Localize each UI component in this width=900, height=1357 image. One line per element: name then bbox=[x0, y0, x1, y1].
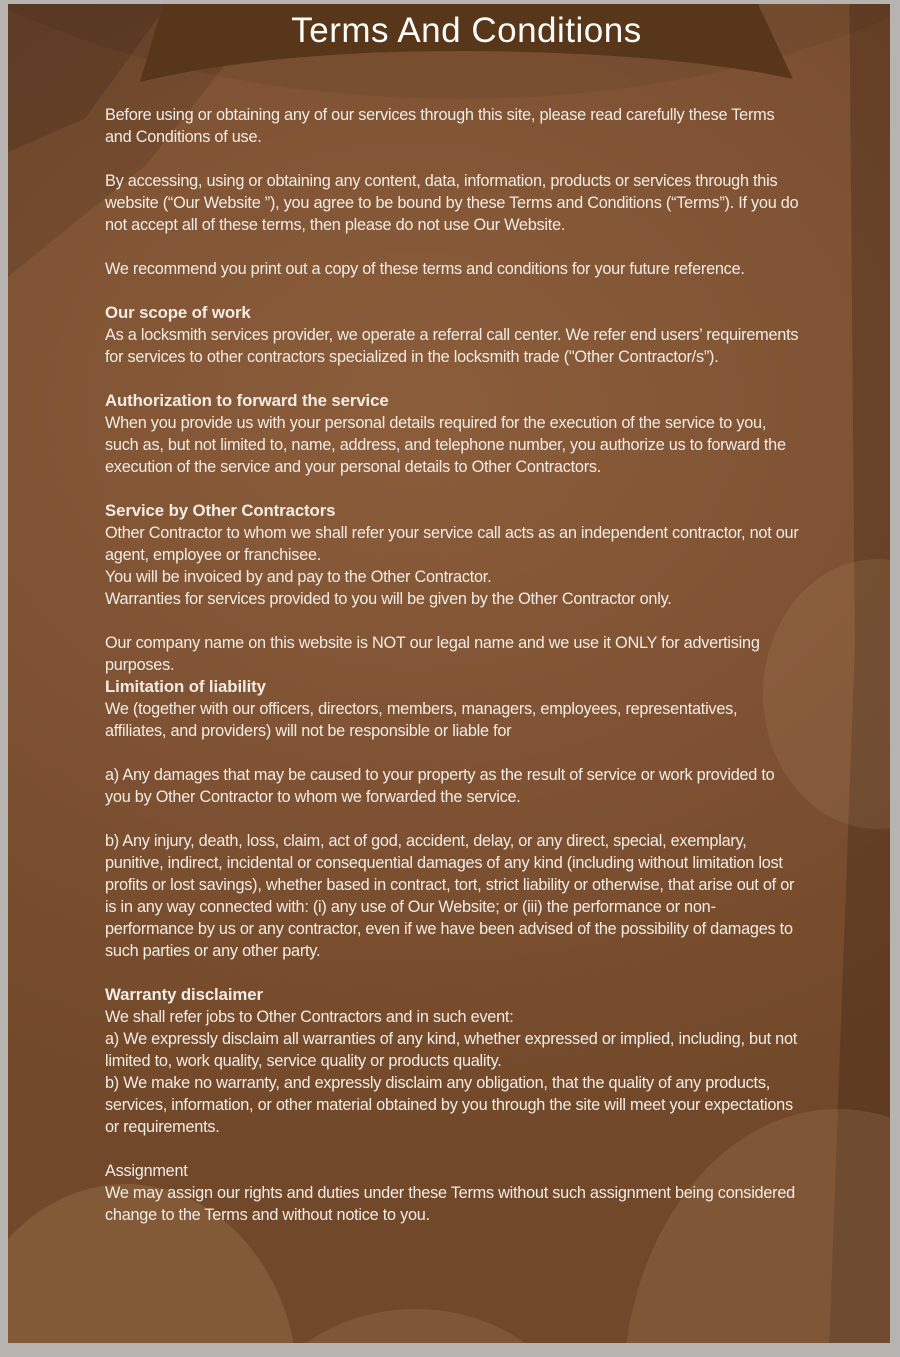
terms-paragraph: When you provide us with your personal details required for the execution of the service to you, such as, but not limited to, name, address, and telephone number, you authorize us to forward the execution of the service and your personal details to Other Contractors. bbox=[105, 414, 786, 476]
terms-paragraph: We shall refer jobs to Other Contractors and in such event: a) We expressly disclaim all warranties of any kind, whether expressed or implied, including, but not limited to, work quality, service quality or products quality. b) We make no warranty, and expressly disclaim any obligation, that the quality of any products, services, information, or other material obtained by you through the site will meet your expectations or requirements. bbox=[105, 1008, 798, 1136]
terms-paragraph: We recommend you print out a copy of these terms and conditions for your future reference. bbox=[105, 260, 745, 278]
section-heading: Authorization to forward the service bbox=[105, 391, 389, 410]
terms-paragraph: We (together with our officers, directors, members, managers, employees, representatives, affiliates, and providers) will not be responsible or liable for bbox=[105, 700, 738, 740]
section-heading: Limitation of liability bbox=[105, 677, 266, 696]
section-heading: Service by Other Contractors bbox=[105, 501, 336, 520]
background-side-band bbox=[812, 4, 890, 1343]
section-subheading: Assignment bbox=[105, 1162, 188, 1180]
terms-paragraph: Our company name on this website is NOT our legal name and we use it ONLY for advertising purposes. bbox=[105, 634, 760, 674]
terms-paragraph: As a locksmith services provider, we operate a referral call center. We refer end users’ requirements for services to other contractors specialized in the locksmith trade ("Other Contractor/s”). bbox=[105, 326, 799, 366]
terms-content bbox=[105, 104, 802, 1226]
section-heading: Our scope of work bbox=[105, 303, 251, 322]
background-blob bbox=[243, 1309, 588, 1343]
terms-page bbox=[8, 4, 890, 1343]
terms-paragraph: Before using or obtaining any of our services through this site, please read carefully these Terms and Conditions of use. bbox=[105, 106, 775, 146]
terms-paragraph: We may assign our rights and duties under these Terms without such assignment being considered change to the Terms and without notice to you. bbox=[105, 1184, 795, 1224]
terms-paragraph: By accessing, using or obtaining any content, data, information, products or services through this website (“Our Website ”), you agree to be bound by these Terms and Conditions (“Terms”). If you do not accept all of these terms, then please do not use Our Website. bbox=[105, 172, 799, 234]
section-heading: Warranty disclaimer bbox=[105, 985, 263, 1004]
terms-paragraph: b) Any injury, death, loss, claim, act of god, accident, delay, or any direct, special, exemplary, punitive, indirect, incidental or consequential damages of any kind (including without limitation lost profits or lost savings), whether based in contract, tort, strict liability or otherwise, that arise out of or is in any way connected with: (i) any use of Our Website; or (iii) the performance or non-performance by us or any contractor, even if we have been advised of the possibility of damages to such parties or any other party. bbox=[105, 832, 795, 960]
terms-paragraph: a) Any damages that may be caused to your property as the result of service or work provided to you by Other Contractor to whom we forwarded the service. bbox=[105, 766, 775, 806]
terms-paragraph: Other Contractor to whom we shall refer your service call acts as an independent contractor, not our agent, employee or franchisee. You will be invoiced by and pay to the Other Contractor. Warranties for services provided to you will be given by the Other Contractor only. bbox=[105, 524, 799, 608]
page-title: Terms And Conditions bbox=[291, 11, 642, 50]
